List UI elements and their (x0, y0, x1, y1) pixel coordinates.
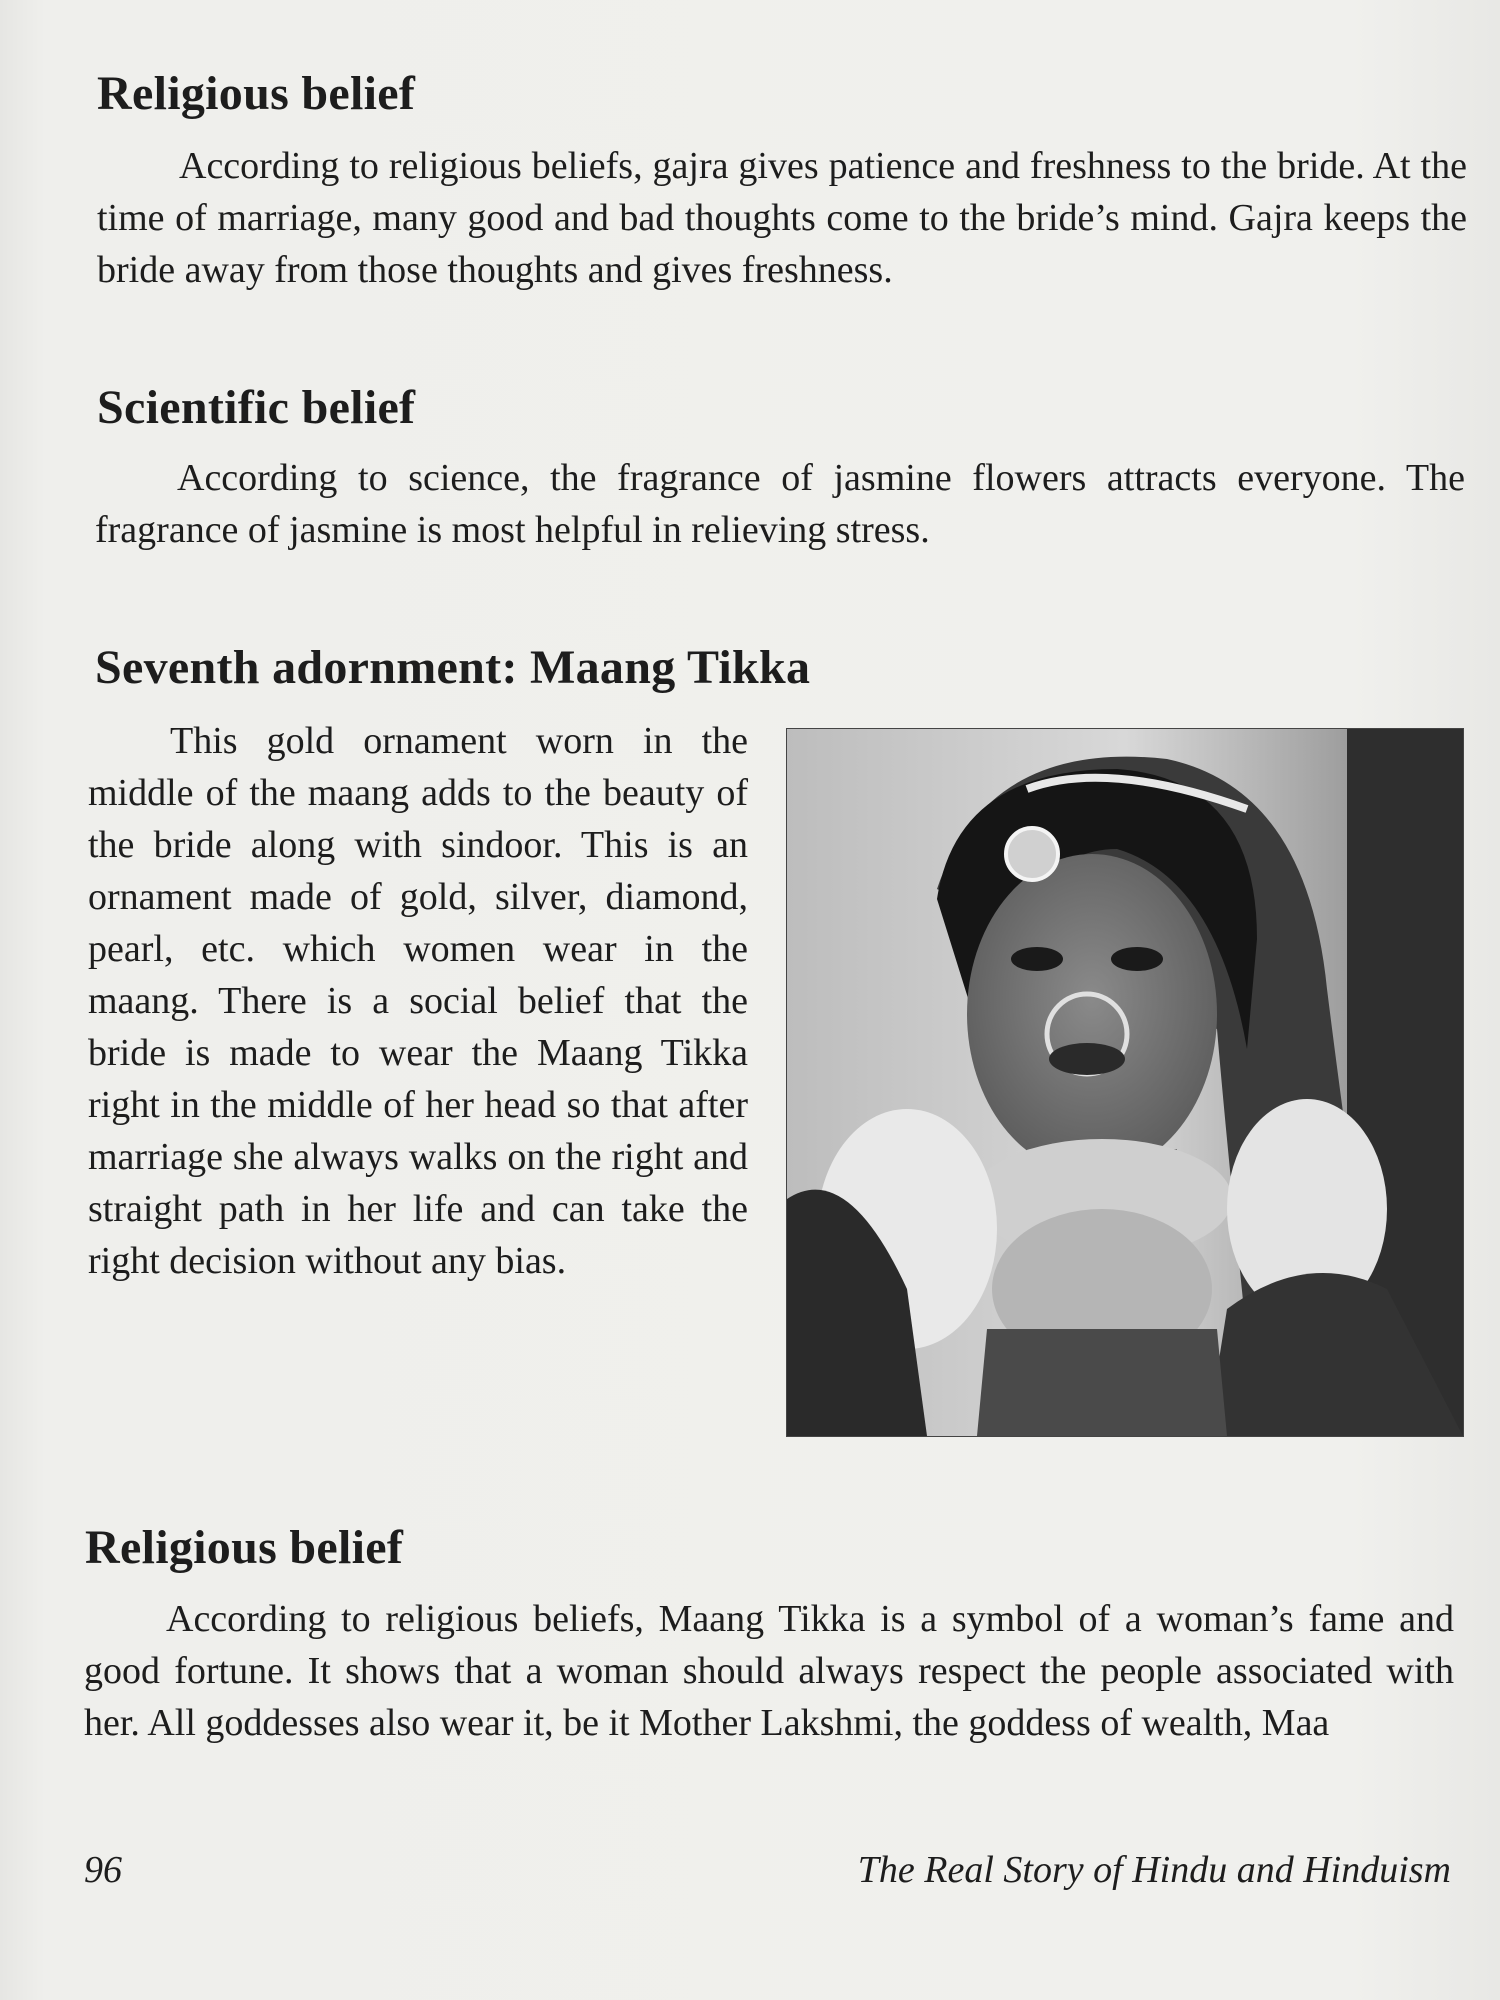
page-number: 96 (84, 1849, 122, 1891)
section-paragraph-religious-belief-2: According to religious beliefs, Maang Tikka is a symbol of a woman’s fame and good fortune. It shows that a woman should always respect the people associated with her. All goddesses also wear it, be it Mother Lakshmi, the goddess of wealth, Maa (84, 1598, 1454, 1744)
section-paragraph-religious-belief: According to religious beliefs, gajra gives patience and freshness to the bride. At the time of marriage, many good and bad thoughts come to the bride’s mind. Gajra keeps the bride away from those thoughts and gives freshness. (97, 145, 1467, 291)
section-heading-scientific-belief: Scientific belief (97, 381, 416, 434)
section-heading-religious-belief: Religious belief (97, 67, 416, 120)
section-paragraph-scientific-belief: According to science, the fragrance of jasmine flowers attracts everyone. The fragrance of jasmine is most helpful in relieving stress. (95, 457, 1465, 551)
section-heading-maang-tikka: Seventh adornment: Maang Tikka (95, 641, 811, 694)
bride-photo (786, 728, 1464, 1437)
section-heading-religious-belief-2: Religious belief (85, 1521, 404, 1574)
section-paragraph-maang-tikka: This gold ornament worn in the middle of the maang adds to the beauty of the bride along with sindoor. This is an ornament made of gold, silver, diamond, pearl, etc. which women wear in the maang. There is a social belief that the bride is made to wear the Maang Tikka right in the middle of her head so that after marriage she always walks on the right and straight path in her life and can take the right decision without any bias. (88, 720, 748, 1282)
book-title: The Real Story of Hindu and Hinduism (857, 1849, 1451, 1891)
